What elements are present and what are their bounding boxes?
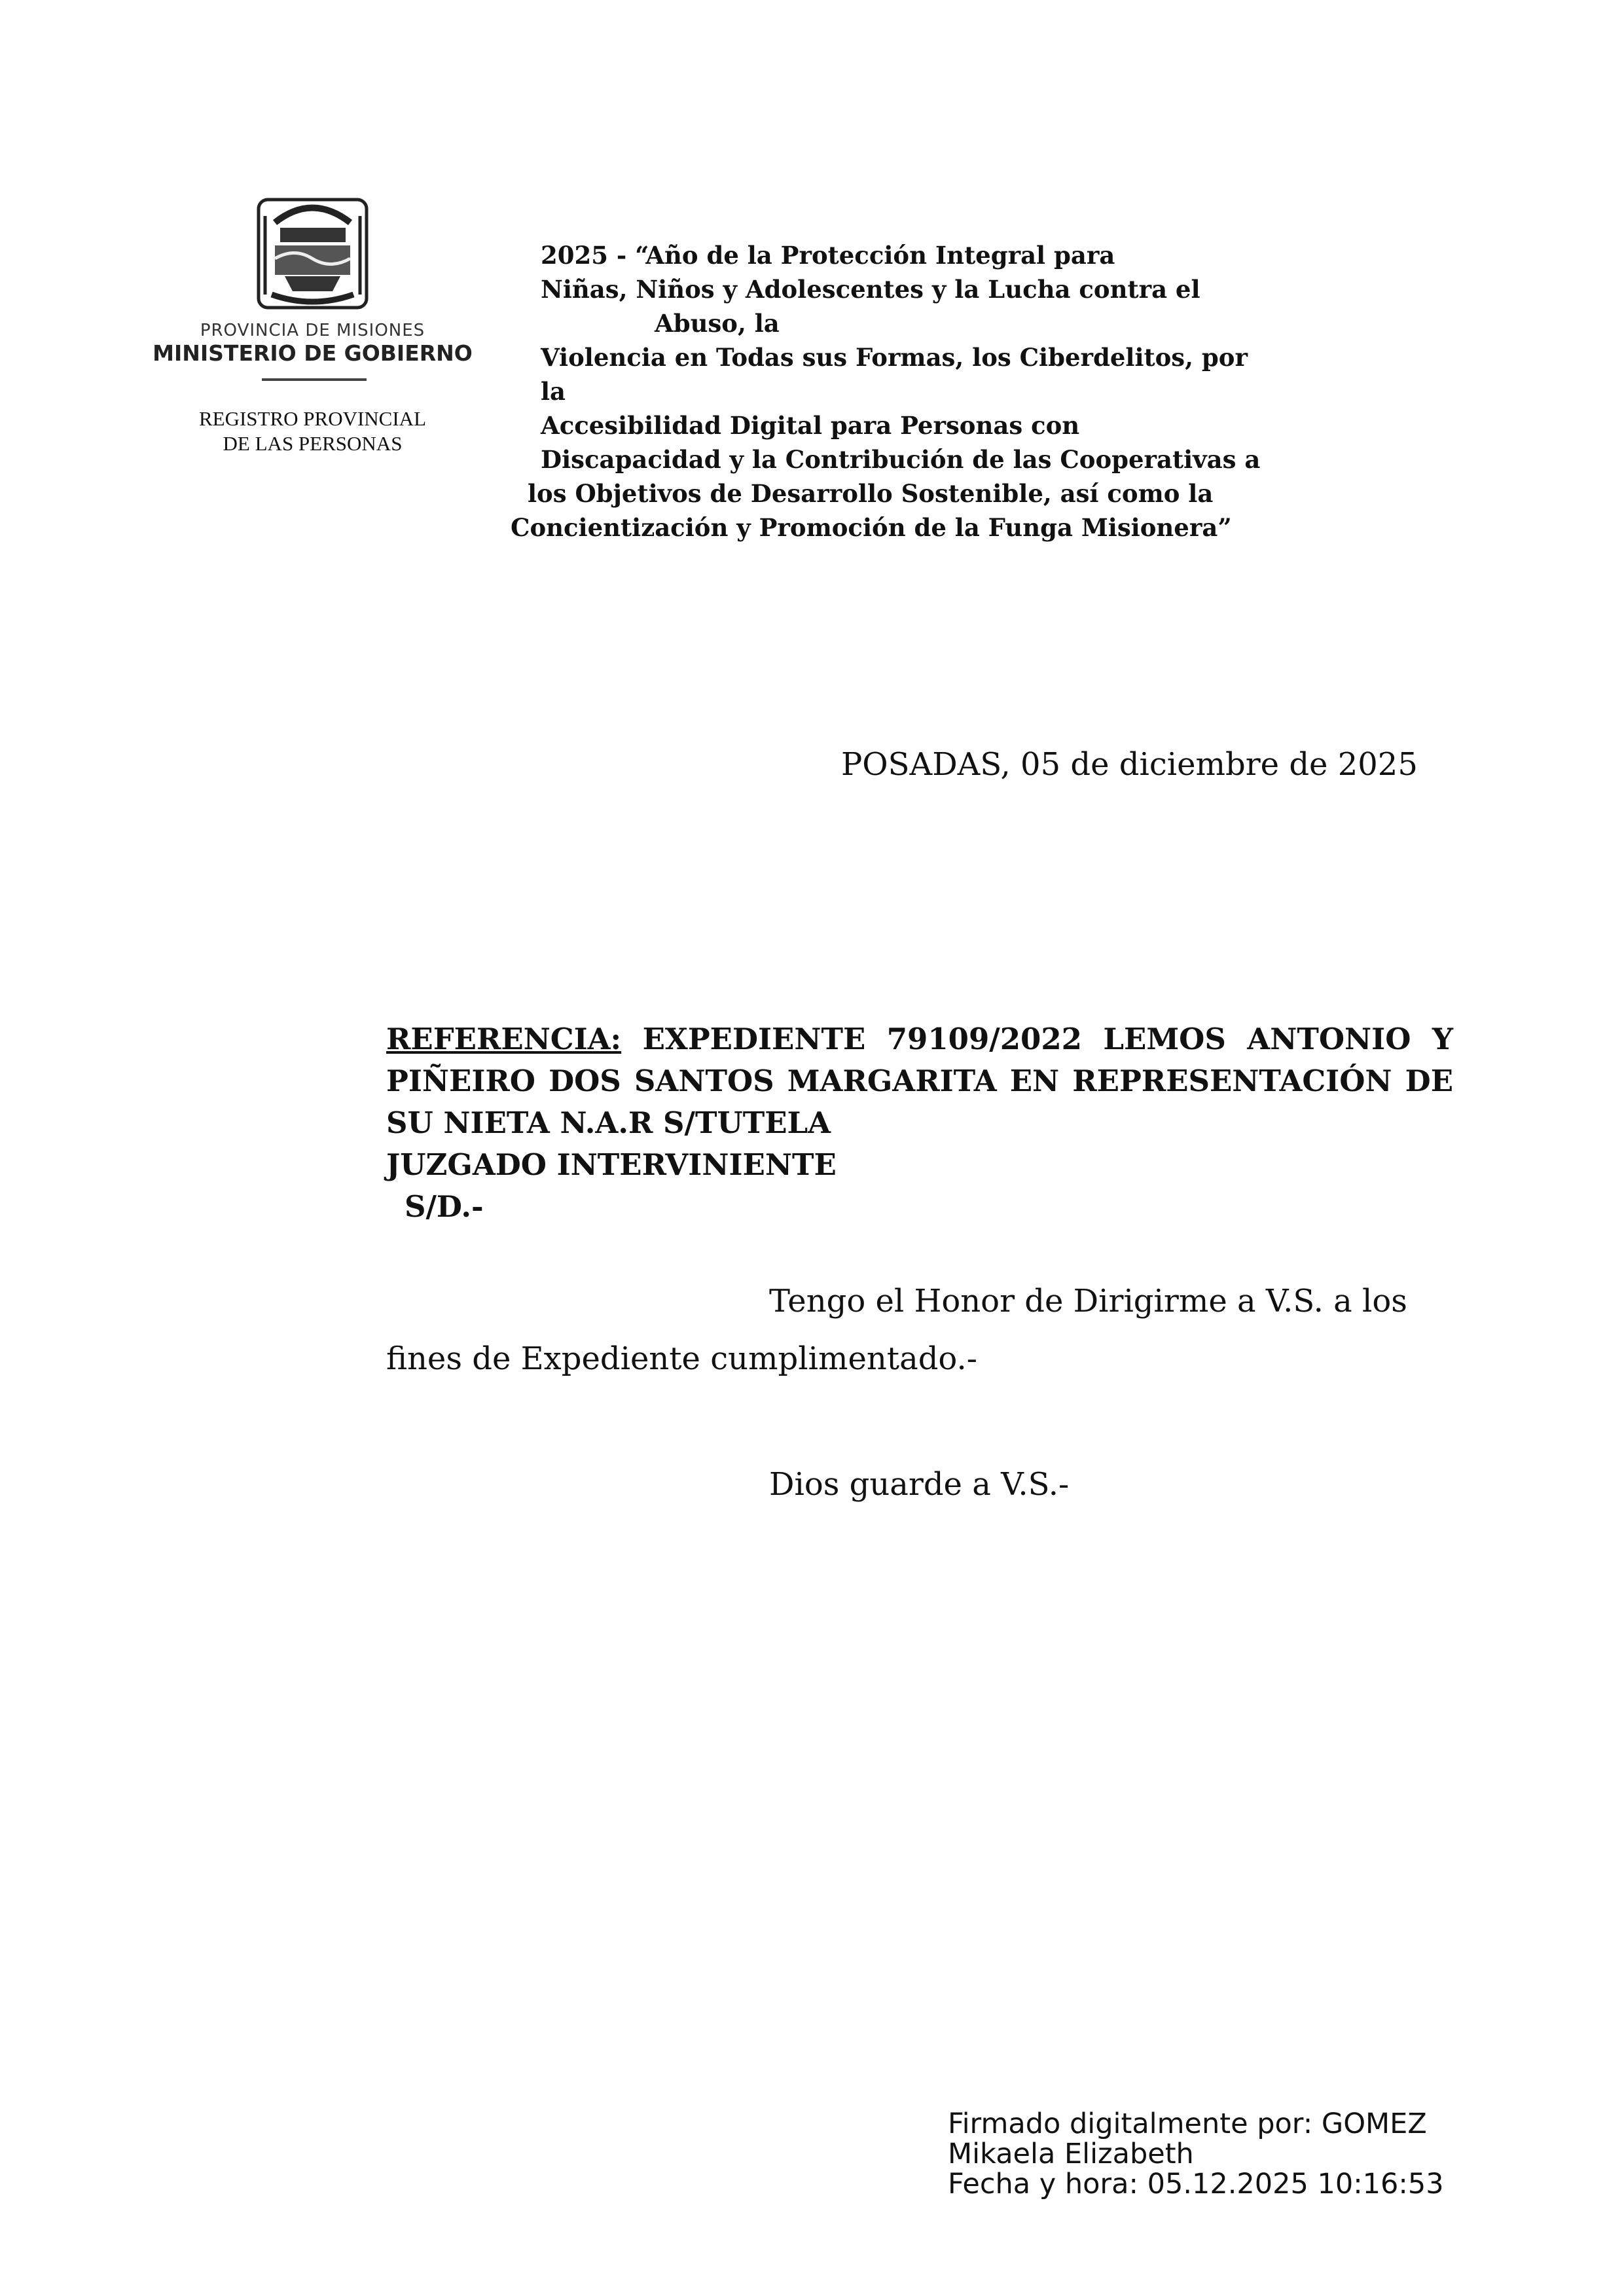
body-paragraph-line-1: Tengo el Honor de Dirigirme a V.S. a los: [769, 1283, 1407, 1319]
signature-line-1: Firmado digitalmente por: GOMEZ: [948, 2108, 1427, 2140]
motto-line: los Objetivos de Desarrollo Sostenible, así como la: [528, 479, 1214, 508]
reference-file: EXPEDIENTE 79109/2022 LEMOS ANTONIO Y: [642, 1022, 1453, 1056]
motto-line: Abuso, la: [655, 309, 780, 338]
logo-divider: [262, 378, 367, 381]
motto-line: Concientización y Promoción de la Funga Misionera”: [511, 513, 1232, 542]
motto-line: Niñas, Niños y Adolescentes y la Lucha contra el: [541, 275, 1200, 304]
reference-line-5: S/D.-: [405, 1189, 484, 1224]
motto-line: la: [541, 377, 566, 406]
motto-line: Violencia en Todas sus Formas, los Ciberdelitos, por: [541, 343, 1248, 372]
registry-line-1: REGISTRO PROVINCIAL: [198, 407, 427, 430]
ministry-name: MINISTERIO DE GOBIERNO: [153, 340, 473, 366]
signature-line-2: Mikaela Elizabeth: [948, 2138, 1194, 2170]
motto-line: Accesibilidad Digital para Personas con: [541, 411, 1080, 440]
reference-line-2: PIÑEIRO DOS SANTOS MARGARITA EN REPRESENTACIÓN DE: [386, 1064, 1453, 1098]
signature-line-3: Fecha y hora: 05.12.2025 10:16:53: [948, 2168, 1444, 2200]
misiones-crest-icon: [255, 196, 370, 311]
reference-line-3: SU NIETA N.A.R S/TUTELA: [386, 1105, 831, 1140]
document-date: POSADAS, 05 de diciembre de 2025: [841, 746, 1418, 783]
registry-line-2: DE LAS PERSONAS: [223, 432, 403, 455]
province-name: PROVINCIA DE MISIONES: [200, 321, 425, 340]
reference-line-4: JUZGADO INTERVINIENTE: [386, 1147, 837, 1182]
reference-label: REFERENCIA:: [386, 1022, 622, 1056]
motto-line: 2025 - “Año de la Protección Integral para: [541, 241, 1115, 270]
motto-line: Discapacidad y la Contribución de las Cooperativas a: [541, 445, 1261, 474]
body-paragraph-line-2: fines de Expediente cumplimentado.-: [386, 1340, 977, 1377]
reference-line-1: [386, 1020, 1453, 1059]
closing-line: Dios guarde a V.S.-: [769, 1466, 1070, 1503]
